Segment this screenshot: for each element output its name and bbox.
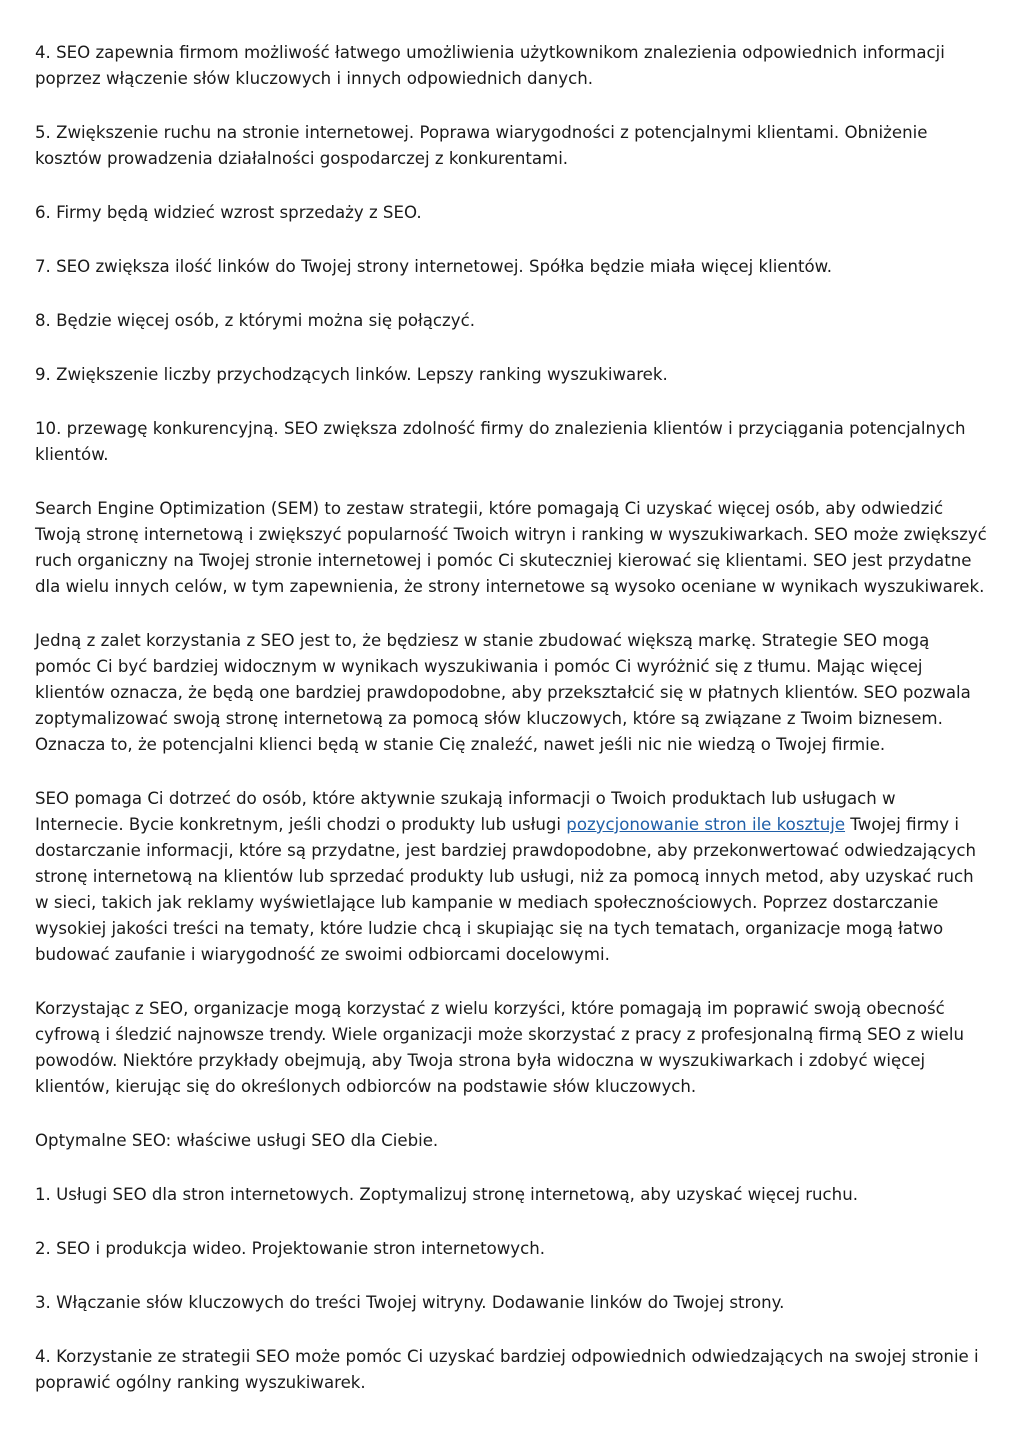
paragraph-service-3: 3. Włączanie słów kluczowych do treści Twojej witryny. Dodawanie linków do Twojej strony. (35, 1293, 785, 1312)
paragraph-text-after-link: Twojej firmy i dostarczanie informacji, które są przydatne, jest bardziej prawdopodobne, aby przekonwertować odwiedzających stronę internetową na klientów lub sprzedać produkty lub usługi, niż za pomocą innych metod, aby uzyskać ruch w sieci, takich jak reklamy wyświetlające lub kampanie w mediach społecznościowych. Poprzez dostarczanie wysokiej jakości treści na tematy, które ludzie chcą i skupiając się na tych tematach, organizacje mogą łatwo budować zaufanie i wiarygodność ze swoimi odbiorcami docelowymi. (35, 815, 977, 964)
paragraph-service-2: 2. SEO i produkcja wideo. Projektowanie stron internetowych. (35, 1239, 546, 1258)
pozycjonowanie-link[interactable]: pozycjonowanie stron ile kosztuje (566, 815, 846, 834)
paragraph-item-10-competitive-advantage: 10. przewagę konkurencyjną. SEO zwiększa zdolność firmy do znalezienia klientów i przyciągania potencjalnych klientów. (35, 419, 966, 464)
paragraph-service-4: 4. Korzystanie ze strategii SEO może pomóc Ci uzyskać bardziej odpowiednich odwiedzających na swojej stronie i poprawić ogólny ranking wyszukiwarek. (35, 1347, 979, 1392)
paragraph-item-4-benefits: 4. SEO zapewnia firmom możliwość łatwego umożliwienia użytkownikom znalezienia odpowiednich informacji poprzez włączenie słów kluczowych i innych odpowiednich danych. (35, 43, 945, 88)
paragraph-item-5-traffic: 5. Zwiększenie ruchu na stronie internetowej. Poprawa wiarygodności z potencjalnymi klientami. Obniżenie kosztów prowadzenia działalności gospodarczej z konkurentami. (35, 123, 928, 168)
paragraph-brand-benefits: Jedną z zalet korzystania z SEO jest to, że będziesz w stanie zbudować większą markę. Strategie SEO mogą pomóc Ci być bardziej widocznym w wynikach wyszukiwania i pomóc Ci wyróżnić się z tłumu. Mając więcej klientów oznacza, że będą one bardziej prawdopodobne, aby przekształcić się w płatnych klientów. SEO pozwala zoptymalizować swoją stronę internetową za pomocą słów kluczowych, które są związane z Twoim biznesem. Oznacza to, że potencjalni klienci będą w stanie Cię znaleźć, nawet jeśli nic nie wiedzą o Twojej firmie. (35, 631, 971, 754)
paragraph-optimal-seo-heading: Optymalne SEO: właściwe usługi SEO dla Ciebie. (35, 1131, 439, 1150)
paragraph-sem-definition: Search Engine Optimization (SEM) to zestaw strategii, które pomagają Ci uzyskać więcej osób, aby odwiedzić Twoją stronę internetową i zwiększyć popularność Twoich witryn i ranking w wyszukiwarkach. SEO może zwiększyć ruch organiczny na Twojej stronie internetowej i pomóc Ci skuteczniej kierować się klientami. SEO jest przydatne dla wielu innych celów, w tym zapewnienia, że strony internetowe są wysoko oceniane w wynikach wyszukiwarek. (35, 499, 987, 596)
paragraph-text-before-link: SEO pomaga Ci dotrzeć do osób, które aktywnie szukają informacji o Twoich produktach lub usługach w Internecie. Bycie konkretnym, jeśli chodzi o produkty lub usługi (35, 789, 896, 834)
paragraph-organization-benefits: Korzystając z SEO, organizacje mogą korzystać z wielu korzyści, które pomagają im poprawić swoją obecność cyfrową i śledzić najnowsze trendy. Wiele organizacji może skorzystać z pracy z profesjonalną firmą SEO z wielu powodów. Niektóre przykłady obejmują, aby Twoja strona była widoczna w wyszukiwarkach i zdobyć więcej klientów, kierując się do określonych odbiorców na podstawie słów kluczowych. (35, 999, 964, 1096)
paragraph-service-1: 1. Usługi SEO dla stron internetowych. Zoptymalizuj stronę internetową, aby uzyskać więcej ruchu. (35, 1185, 858, 1204)
paragraph-item-7-links: 7. SEO zwiększa ilość linków do Twojej strony internetowej. Spółka będzie miała więcej klientów. (35, 257, 833, 276)
paragraph-item-6-sales: 6. Firmy będą widzieć wzrost sprzedaży z SEO. (35, 203, 422, 222)
paragraph-item-9-inbound-links: 9. Zwiększenie liczby przychodzących linków. Lepszy ranking wyszukiwarek. (35, 365, 668, 384)
paragraph-item-8-people: 8. Będzie więcej osób, z którymi można się połączyć. (35, 311, 475, 330)
paragraph-reach-customers (35, 786, 988, 968)
